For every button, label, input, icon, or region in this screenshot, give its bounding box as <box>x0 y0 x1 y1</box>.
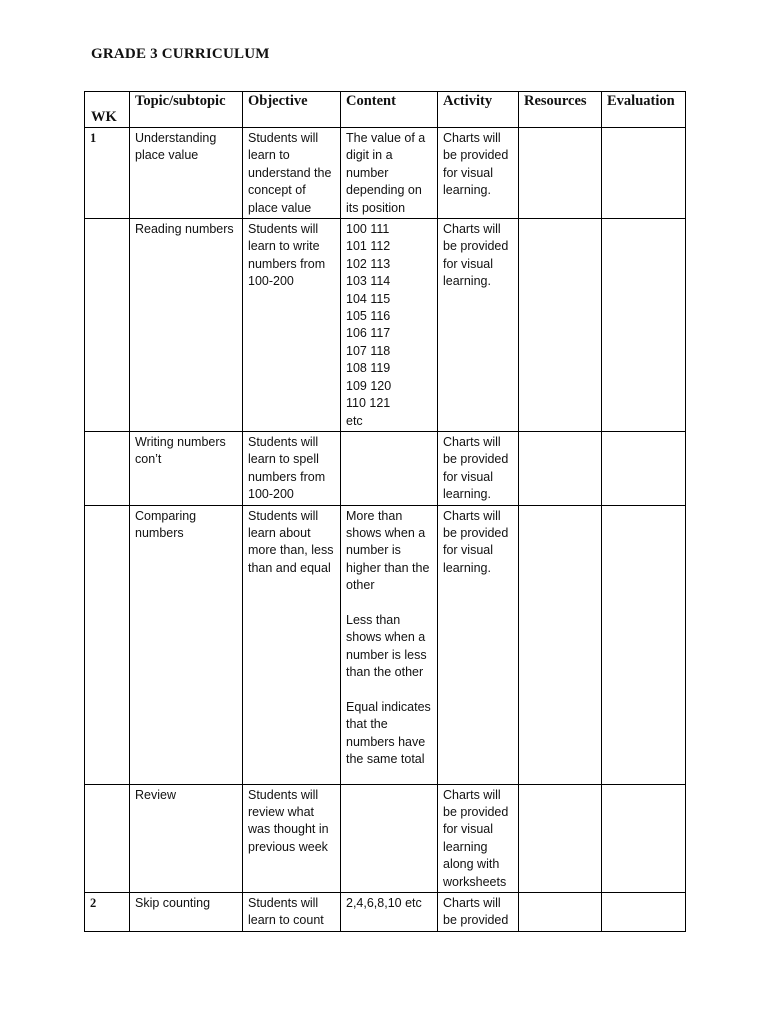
cell-activity-text: Charts will be provided for visual learning along with worksheets <box>443 787 509 889</box>
cell-objective-text: Students will learn about more than, less than and equal <box>248 508 334 575</box>
header-objective: Objective <box>243 92 341 128</box>
header-content: Content <box>341 92 438 128</box>
cell-activity <box>438 784 519 892</box>
cell-objective-text: Students will review what was thought in previous week <box>248 787 329 854</box>
cell-objective <box>243 892 341 931</box>
table-row <box>85 892 686 931</box>
cell-wk <box>85 431 130 505</box>
table-row <box>85 219 686 432</box>
cell-evaluation <box>602 128 686 219</box>
cell-content <box>341 505 438 784</box>
cell-objective <box>243 784 341 892</box>
cell-resources <box>519 784 602 892</box>
cell-activity <box>438 505 519 784</box>
header-topic: Topic/subtopic <box>130 92 243 128</box>
curriculum-table <box>84 91 686 932</box>
table-row <box>85 128 686 219</box>
cell-objective <box>243 219 341 432</box>
document-title: GRADE 3 CURRICULUM <box>91 46 270 62</box>
cell-evaluation <box>602 431 686 505</box>
cell-activity <box>438 892 519 931</box>
cell-topic-text: Comparing numbers <box>135 508 197 540</box>
cell-topic-text: Skip counting <box>135 895 211 910</box>
cell-content <box>341 892 438 931</box>
cell-topic <box>130 892 243 931</box>
cell-activity-text: Charts will be provided <box>443 895 509 928</box>
cell-evaluation <box>602 219 686 432</box>
header-evaluation: Evaluation <box>602 92 686 128</box>
cell-activity <box>438 128 519 219</box>
cell-activity <box>438 431 519 505</box>
cell-wk <box>85 784 130 892</box>
header-resources: Resources <box>519 92 602 128</box>
table-header-row <box>85 92 686 128</box>
cell-content <box>341 431 438 505</box>
header-wk-label: WK <box>91 108 117 125</box>
cell-content-text: The value of a digit in a number depending on its position <box>346 131 426 215</box>
cell-activity-text: Charts will be provided for visual learning. <box>443 131 509 198</box>
table-row <box>85 505 686 784</box>
cell-activity-text: Charts will be provided for visual learning. <box>443 222 509 289</box>
cell-topic-text: Review <box>135 787 176 802</box>
cell-activity-text: Charts will be provided for visual learning. <box>443 508 509 575</box>
cell-activity-text: Charts will be provided for visual learning. <box>443 434 509 502</box>
cell-topic <box>130 784 243 892</box>
cell-objective-text: Students will learn to spell numbers from 100-200 <box>248 434 326 502</box>
cell-objective <box>243 431 341 505</box>
cell-resources <box>519 892 602 931</box>
header-wk <box>85 92 130 128</box>
cell-evaluation <box>602 784 686 892</box>
cell-topic <box>130 431 243 505</box>
cell-content-text: More than shows when a number is higher than the other Less than shows when a number is less than the other Equal indicates that the numbers have the same total <box>346 508 431 767</box>
cell-resources <box>519 128 602 219</box>
cell-activity <box>438 219 519 432</box>
table-row <box>85 431 686 505</box>
cell-wk <box>85 219 130 432</box>
cell-resources <box>519 431 602 505</box>
cell-evaluation <box>602 505 686 784</box>
cell-resources <box>519 219 602 432</box>
cell-wk: 1 <box>85 128 130 219</box>
cell-objective <box>243 505 341 784</box>
cell-content <box>341 784 438 892</box>
cell-topic <box>130 219 243 432</box>
cell-content-text: 2,4,6,8,10 etc <box>346 895 422 910</box>
cell-topic-text: Reading numbers <box>135 222 234 237</box>
cell-objective-text: Students will learn to write numbers from 100-200 <box>248 222 326 289</box>
cell-content <box>341 128 438 219</box>
cell-wk: 2 <box>85 892 130 931</box>
cell-content <box>341 219 438 432</box>
cell-objective-text: Students will learn to understand the concept of place value <box>248 131 332 215</box>
cell-topic-text: Writing numbers con’t <box>135 434 226 467</box>
table-row <box>85 784 686 892</box>
cell-content-text: 100 111 101 112 102 113 103 114 104 115 105 116 106 117 107 118 108 119 109 120 110 121 etc <box>346 222 392 428</box>
cell-topic <box>130 128 243 219</box>
cell-topic <box>130 505 243 784</box>
cell-wk <box>85 505 130 784</box>
header-activity: Activity <box>438 92 519 128</box>
cell-resources <box>519 505 602 784</box>
cell-evaluation <box>602 892 686 931</box>
cell-objective <box>243 128 341 219</box>
cell-objective-text: Students will learn to count <box>248 895 324 928</box>
cell-topic-text: Understanding place value <box>135 131 217 163</box>
